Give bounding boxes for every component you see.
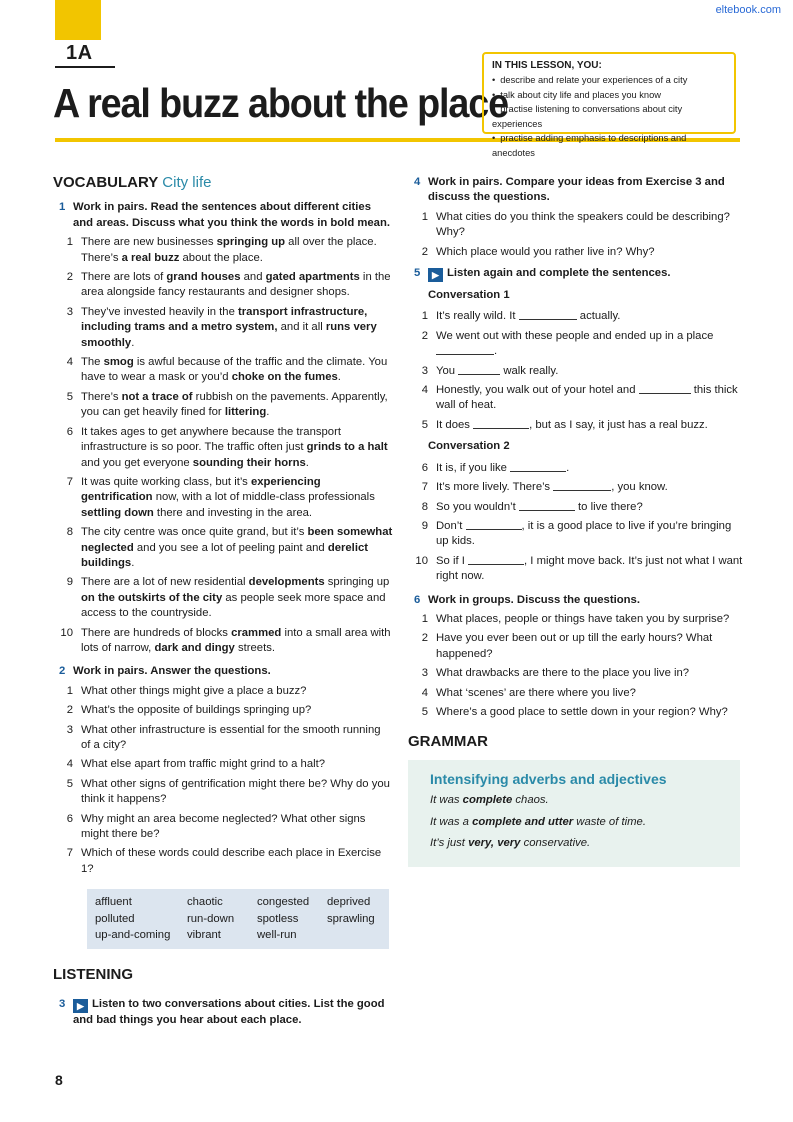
blank (473, 428, 529, 429)
word: sprawling (327, 912, 375, 925)
blank (458, 374, 500, 375)
lesson-objective: • describe and relate your experiences of a city (492, 73, 726, 88)
right-column (408, 175, 743, 867)
word: congested (257, 896, 310, 909)
grammar-example: It was complete chaos. (430, 794, 549, 807)
grammar-heading: GRAMMAR (408, 733, 488, 751)
audio-play-icon[interactable]: ▶ (428, 268, 443, 282)
list-item: 3 You walk really. (421, 364, 559, 377)
blank (468, 564, 524, 565)
blank (519, 510, 575, 511)
list-item: 2 Have you ever been out or up till the early hours? What happened? (421, 632, 713, 660)
audio-play-icon[interactable]: ▶ (73, 999, 88, 1013)
list-item: 2 We went out with these people and ended up in a place . (421, 329, 714, 358)
grammar-example: It’s just very, very conservative. (430, 837, 591, 849)
list-item: 3 What drawbacks are there to the place you live in? (421, 667, 690, 680)
list-item: 8 So you wouldn’t to live there? (421, 500, 643, 513)
listening-heading: LISTENING (53, 966, 134, 984)
conversation-2-sentences (414, 461, 743, 585)
list-item: 6 Why might an area become neglected? What other signs might there be? (66, 812, 366, 841)
vocabulary-subheading: City life (162, 174, 212, 191)
list-item: 4 What else apart from traffic might grind to a halt? (66, 758, 326, 771)
conversation-1-sentences (414, 309, 743, 433)
list-item: 5 Where’s a good place to settle down in your region? Why? (421, 705, 728, 718)
list-item: 2 What’s the opposite of buildings springing up? (66, 704, 312, 717)
exercise-2-questions (59, 684, 393, 877)
grammar-example: It was a complete and utter waste of time. (430, 815, 646, 828)
list-item: 3 What other infrastructure is essential for the smooth running of a city? (66, 723, 381, 751)
word-box (87, 889, 389, 949)
word: deprived (327, 896, 371, 909)
word: vibrant (187, 929, 221, 942)
blank (553, 490, 611, 491)
blank (436, 354, 494, 355)
blank (510, 471, 566, 472)
exercise-5: 5 ▶ Listen again and complete the sentences. (414, 267, 671, 281)
vocabulary-sentences (59, 235, 393, 656)
lesson-objective: • practise adding emphasis to descriptions and anecdotes (492, 131, 726, 160)
word: chaotic (187, 896, 223, 909)
exercise-6-questions (414, 612, 743, 720)
list-item: 2 Which place would you rather live in? Why? (421, 245, 655, 258)
list-item: 1 What places, people or things have taken you by surprise? (421, 612, 730, 625)
list-item: 10 There are hundreds of blocks crammed into a small area with lots of narrow, dark and dingy streets. (60, 626, 391, 654)
grammar-box (408, 760, 740, 868)
exercise-1: 1 Work in pairs. Read the sentences about different cities and areas. Discuss what you think the words in bold mean. (59, 201, 391, 229)
vocabulary-heading: VOCABULARY City life (53, 174, 212, 191)
list-item: 5 What other signs of gentrification might there be? Why do you think it happens? (66, 777, 390, 806)
list-item: 9 Don’t , it is a good place to live if you’re bringing up kids. (421, 519, 732, 548)
exercise-6: 6 Work in groups. Discuss the questions. (414, 593, 640, 606)
list-item: 7 It’s more lively. There’s , you know. (421, 481, 668, 494)
list-item: 7 It was quite working class, but it’s experiencing gentrification now, with a lot of middle-class professionals settling down there and investing in the area. (66, 475, 375, 519)
word: run-down (187, 912, 235, 925)
conversation-2-label: Conversation 2 (428, 440, 510, 453)
blank (466, 529, 522, 530)
list-item: 9 There are a lot of new residential developments springing up on the outskirts of the city as people seek more space and access to the countryside. (66, 576, 390, 620)
list-item: 7 Which of these words could describe each place in Exercise 1? (66, 847, 382, 875)
exercise-4: 4 Work in pairs. Compare your ideas from Exercise 3 and discuss the questions. (414, 176, 725, 204)
list-item: 5 There’s not a trace of rubbish on the pavements. Apparently, you can get heavily fined for littering. (66, 390, 388, 419)
page-number: 8 (55, 1072, 63, 1088)
list-item: 6 It takes ages to get anywhere because the transport infrastructure is so poor. The traffic often just grinds to a halt and you get everyone sounding their horns. (66, 425, 388, 469)
word: polluted (95, 912, 135, 925)
list-item: 6 It is, if you like . (421, 461, 570, 474)
exercise-2: 2 Work in pairs. Answer the questions. (59, 665, 271, 678)
unit-tab (55, 0, 101, 40)
list-item: 3 They’ve invested heavily in the transport infrastructure, including trams and a metro system, and it all runs very smoothly. (66, 305, 377, 349)
list-item: 1 What cities do you think the speakers could be describing? Why? (421, 210, 730, 239)
list-item: 10 So if I , I might move back. It’s just not what I want right now. (415, 554, 743, 583)
list-item: 1 There are new businesses springing up all over the place. There’s a real buzz about the place. (66, 236, 377, 264)
conversation-1-label: Conversation 1 (428, 289, 510, 302)
blank (519, 319, 577, 320)
word: well-run (257, 929, 297, 942)
list-item: 2 There are lots of grand houses and gated apartments in the area alongside fancy restaurants and designer shops. (66, 271, 391, 299)
list-item: 1 What other things might give a place a buzz? (66, 684, 307, 697)
unit-underline (55, 66, 115, 68)
list-item: 4 What ‘scenes’ are there where you live? (421, 686, 636, 699)
lesson-objectives-heading: IN THIS LESSON, YOU: (492, 60, 602, 71)
list-item: 8 The city centre was once quite grand, but it’s been somewhat neglected and you see a lot of peeling paint and derelict buildings. (66, 526, 393, 569)
list-item: 1 It’s really wild. It actually. (421, 310, 621, 323)
word: spotless (257, 912, 299, 925)
list-item: 5 It does , but as I say, it just has a real buzz. (421, 418, 708, 431)
word: affluent (95, 896, 132, 909)
lesson-objective: • practise listening to conversations about city experiences (492, 102, 726, 131)
exercise-4-questions (414, 210, 743, 260)
exercise-3: 3 ▶ Listen to two conversations about cities. List the good and bad things you hear about each place. (59, 997, 385, 1026)
source-link[interactable]: eltebook.com (715, 4, 781, 16)
grammar-box-title: Intensifying adverbs and adjectives (430, 770, 667, 787)
list-item: 4 The smog is awful because of the traffic and the climate. You have to wear a mask or you’d choke on the fumes. (66, 356, 388, 384)
lesson-objectives-box (482, 52, 736, 158)
unit-label: 1A (66, 42, 93, 64)
word: up-and-coming (95, 929, 171, 942)
blank (639, 393, 691, 394)
lesson-objective: • talk about city life and places you know (492, 88, 726, 103)
left-column (53, 175, 393, 1032)
page-title: A real buzz about the place (53, 80, 509, 126)
list-item: 4 Honestly, you walk out of your hotel and this thick wall of heat. (421, 384, 738, 412)
